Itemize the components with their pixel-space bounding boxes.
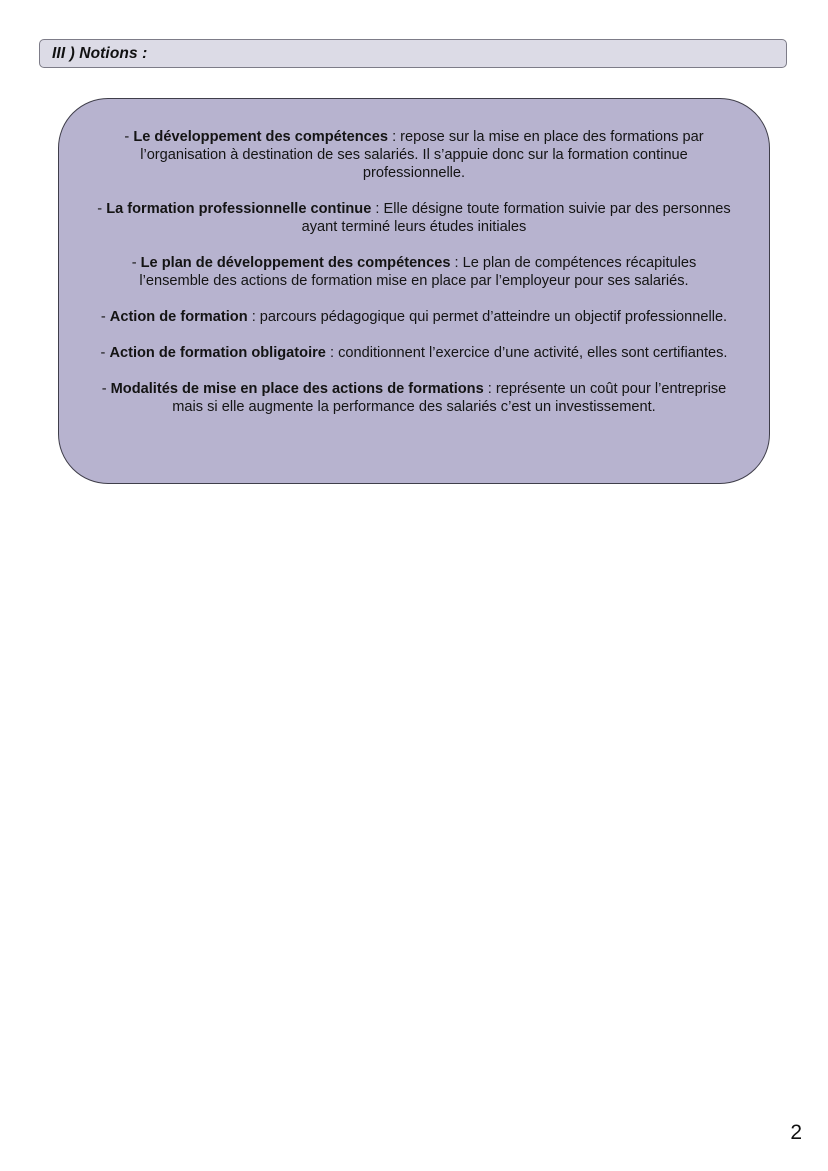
notion-item xyxy=(95,344,733,362)
notion-term: Le plan de développement des compétences xyxy=(140,255,451,271)
notion-item xyxy=(95,254,733,290)
notion-item xyxy=(95,380,733,416)
section-title: III ) Notions : xyxy=(52,44,148,62)
page-number: 2 xyxy=(790,1121,802,1144)
notion-item xyxy=(95,308,733,326)
section-header xyxy=(39,39,787,68)
notion-prefix: - xyxy=(131,255,141,271)
notion-term: Action de formation obligatoire xyxy=(109,345,326,361)
notion-definition: : Le plan de compétences récapitules l’ensemble des actions de formation mise en place par l’employeur pour ses salariés. xyxy=(139,255,697,289)
notion-prefix: - xyxy=(124,129,134,145)
notion-item xyxy=(95,128,733,182)
notion-term: Action de formation xyxy=(109,309,248,325)
notion-definition: : parcours pédagogique qui permet d’atteindre un objectif professionnelle. xyxy=(247,309,728,325)
notion-definition: : représente un coût pour l’entreprise mais si elle augmente la performance des salariés c’est un investissement. xyxy=(172,381,727,415)
notion-definition: : repose sur la mise en place des formations par l’organisation à destination de ses salariés. Il s’appuie donc sur la formation continue professionnelle. xyxy=(140,129,704,181)
notion-prefix: - xyxy=(100,309,110,325)
notion-term: La formation professionnelle continue xyxy=(106,201,372,217)
notion-term: Modalités de mise en place des actions de formations xyxy=(110,381,484,397)
notion-prefix: - xyxy=(100,345,110,361)
notion-definition: : conditionnent l’exercice d’une activité, elles sont certifiantes. xyxy=(325,345,728,361)
notions-box xyxy=(58,98,770,484)
notion-definition: : Elle désigne toute formation suivie par des personnes ayant terminé leurs études initiales xyxy=(301,201,731,235)
notion-term: Le développement des compétences xyxy=(133,129,389,145)
notion-prefix: - xyxy=(97,201,107,217)
notion-prefix: - xyxy=(101,381,111,397)
notion-item xyxy=(95,200,733,236)
